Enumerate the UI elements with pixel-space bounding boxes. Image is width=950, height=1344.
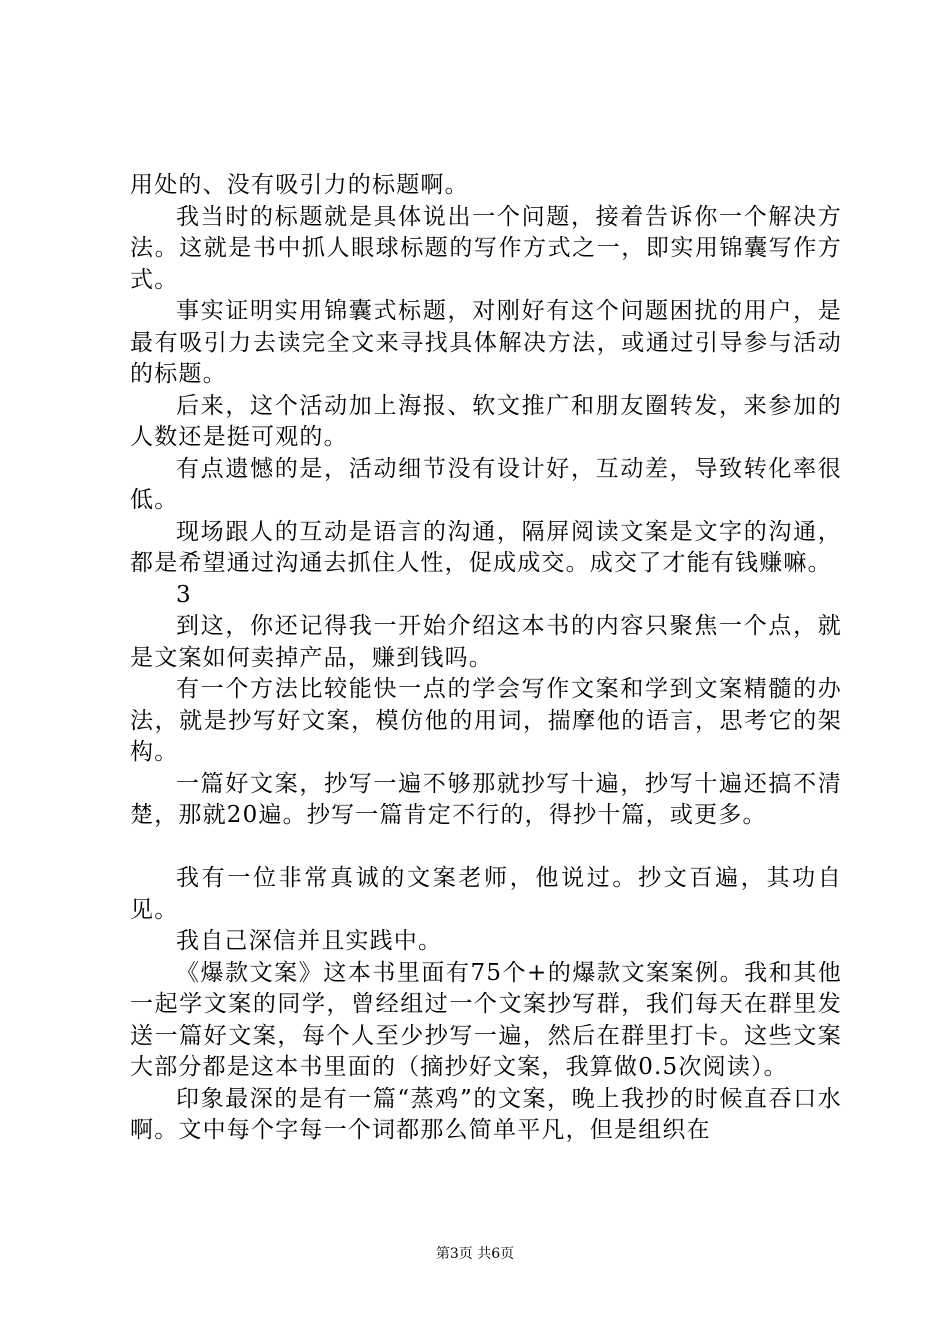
paragraph-1: 用处的、没有吸引力的标题啊。 xyxy=(130,172,469,198)
paragraph-12: 我自己深信并且实践中。 xyxy=(176,928,443,954)
paragraph-5: 有点遗憾的是，活动细节没有设计好，互动差，导致转化率很低。 xyxy=(130,455,842,513)
paragraph-6: 现场跟人的互动是语言的沟通，隔屏阅读文案是文字的沟通，都是希望通过沟通去抓住人性，促成成交。成交了才能有钱赚嘛。 xyxy=(130,518,842,576)
paragraph-3: 事实证明实用锦囊式标题，对刚好有这个问题困扰的用户，是最有吸引力去读完全文来寻找具体解决方法，或通过引导参与活动的标题。 xyxy=(130,298,842,387)
paragraph-13: 《爆款文案》这本书里面有75个+的爆款文案案例。我和其他一起学文案的同学，曾经组过一个文案抄写群，我们每天在群里发送一篇好文案，每个人至少抄写一遍，然后在群里打卡。这些文案大部分都是这本书里面的（摘抄好文案，我算做0.5次阅读）。 xyxy=(130,959,842,1080)
document-body xyxy=(130,170,842,1147)
paragraph-10: 一篇好文案，抄写一遍不够那就抄写十遍，抄写十遍还搞不清楚，那就20遍。抄写一篇肯定不行的，得抄十篇，或更多。 xyxy=(130,770,842,828)
section-number: 3 xyxy=(176,581,192,608)
paragraph-9: 有一个方法比较能快一点的学会写作文案和学到文案精髓的办法，就是抄写好文案，模仿他的用词，揣摩他的语言，思考它的架构。 xyxy=(130,676,842,765)
paragraph-2: 我当时的标题就是具体说出一个问题，接着告诉你一个解决方法。这就是书中抓人眼球标题的写作方式之一，即实用锦囊写作方式。 xyxy=(130,203,842,293)
paragraph-8: 到这，你还记得我一开始介绍这本书的内容只聚焦一个点，就是文案如何卖掉产品，赚到钱吗。 xyxy=(130,613,842,671)
paragraph-14: 印象最深的是有一篇“蒸鸡”的文案，晚上我抄的时候直吞口水啊。文中每个字每一个词都那么简单平凡，但是组织在 xyxy=(130,1085,842,1143)
paragraph-4: 后来，这个活动加上海报、软文推广和朋友圈转发，来参加的人数还是挺可观的。 xyxy=(130,392,842,450)
paragraph-11: 我有一位非常真诚的文案老师，他说过。抄文百遍，其功自见。 xyxy=(130,865,842,923)
page-footer: 第3页 共6页 xyxy=(435,1246,515,1262)
